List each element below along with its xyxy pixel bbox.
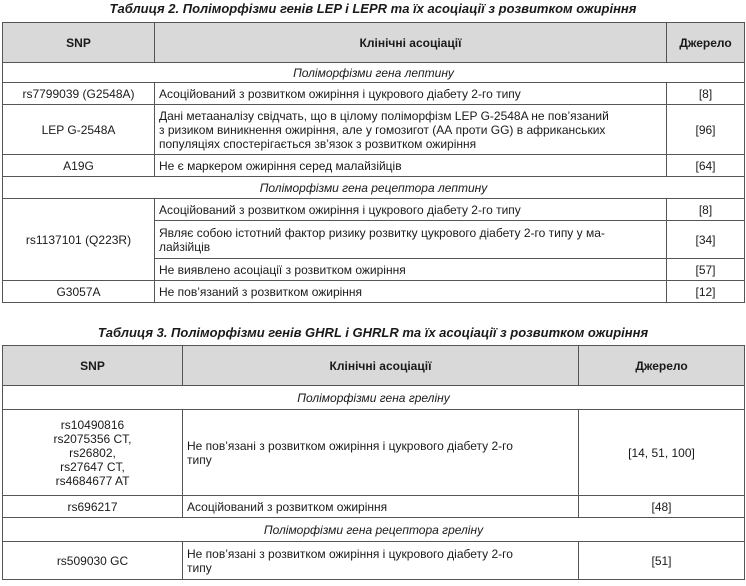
association-line: Не пов’язані з розвитком ожиріння і цукрового діабету 2-го: [187, 438, 513, 453]
source-cell: [96]: [667, 105, 745, 155]
table3: [2, 345, 745, 580]
association-cell: Асоційований з розвитком ожиріння і цукрового діабету 2-го типу: [155, 199, 667, 221]
column-header-source: Джерело: [579, 346, 745, 386]
association-cell: Асоційований з розвитком ожиріння і цукрового діабету 2-го типу: [155, 83, 667, 105]
column-header-associations: Клінічні асоціації: [155, 23, 667, 63]
table2-caption: Таблиця 2. Поліморфізми генів LEP і LEPR та їх асоціації з розвитком ожиріння: [109, 1, 637, 16]
snp-cell: rs509030 GC: [3, 542, 183, 580]
source-cell: [8]: [667, 83, 745, 105]
association-line: популяціях спостерігається зв’язок з розвитком ожиріння: [159, 136, 477, 151]
association-cell: [183, 410, 579, 496]
section-title-ghrelin-receptor: Поліморфізми гена рецептора греліну: [3, 518, 745, 542]
snp-line: rs27647 CT,: [60, 459, 125, 474]
association-cell: Не є маркером ожиріння серед малайзійців: [155, 155, 667, 177]
snp-cell: rs696217: [3, 496, 183, 518]
association-cell: Не виявлено асоціації з розвитком ожиріння: [155, 259, 667, 281]
table-row: [3, 105, 745, 155]
association-line: Дані метааналізу свідчать, що в цілому поліморфізм LEP G-2548A не пов’язаний: [159, 108, 609, 123]
snp-line: rs26802,: [69, 445, 116, 460]
source-cell: [64]: [667, 155, 745, 177]
snp-cell: rs7799039 (G2548A): [3, 83, 155, 105]
snp-line: rs10490816: [60, 417, 125, 432]
association-cell: [155, 221, 667, 259]
table-row: [3, 83, 745, 105]
column-header-snp: SNP: [3, 346, 183, 386]
snp-line: rs2075356 CT,: [53, 431, 132, 446]
snp-cell: G3057A: [3, 281, 155, 303]
source-cell: [14, 51, 100]: [579, 410, 745, 496]
section-title-ghrelin: Поліморфізми гена греліну: [3, 386, 745, 410]
table3-caption: Таблиця 3. Поліморфізми генів GHRL і GHRLR та їх асоціації з розвитком ожиріння: [97, 325, 649, 340]
snp-cell: rs1137101 (Q223R): [3, 199, 155, 281]
section-row: [3, 518, 745, 542]
source-cell: [57]: [667, 259, 745, 281]
association-cell: [155, 105, 667, 155]
table2-header-row: [3, 23, 745, 63]
table-row: [3, 542, 745, 580]
table-row: [3, 199, 745, 221]
section-row: [3, 177, 745, 199]
snp-cell: A19G: [3, 155, 155, 177]
table-row: [3, 281, 745, 303]
section-title-leptin: Поліморфізми гена лептину: [3, 63, 745, 83]
association-line: типу: [187, 452, 212, 467]
source-cell: [12]: [667, 281, 745, 303]
source-cell: [51]: [579, 542, 745, 580]
snp-cell: LEP G-2548A: [3, 105, 155, 155]
association-cell: [183, 542, 579, 580]
association-line: Не пов’язані з розвитком ожиріння і цукрового діабету 2-го: [187, 546, 513, 561]
snp-cell: [3, 410, 183, 496]
association-cell: Асоційований з розвитком ожиріння: [183, 496, 579, 518]
section-row: [3, 63, 745, 83]
snp-line: rs4684677 AT: [55, 473, 130, 488]
association-line: з ризиком виникнення ожиріння, але у гомозигот (АА проти GG) в африканських: [159, 122, 606, 137]
association-cell: Не пов’язаний з розвитком ожиріння: [155, 281, 667, 303]
table3-header-row: [3, 346, 745, 386]
source-cell: [48]: [579, 496, 745, 518]
table-row: [3, 496, 745, 518]
column-header-source: Джерело: [667, 23, 745, 63]
association-line: Являє собою істотний фактор ризику розвитку цукрового діабету 2-го типу у ма-: [159, 225, 605, 240]
section-title-leptin-receptor: Поліморфізми гена рецептора лептину: [3, 177, 745, 199]
association-line: типу: [187, 560, 212, 575]
source-cell: [8]: [667, 199, 745, 221]
association-line: лайзійців: [159, 239, 211, 254]
source-cell: [34]: [667, 221, 745, 259]
section-row: [3, 386, 745, 410]
column-header-snp: SNP: [3, 23, 155, 63]
table2: [2, 22, 745, 303]
column-header-associations: Клінічні асоціації: [183, 346, 579, 386]
table-row: [3, 155, 745, 177]
table-row: [3, 410, 745, 496]
